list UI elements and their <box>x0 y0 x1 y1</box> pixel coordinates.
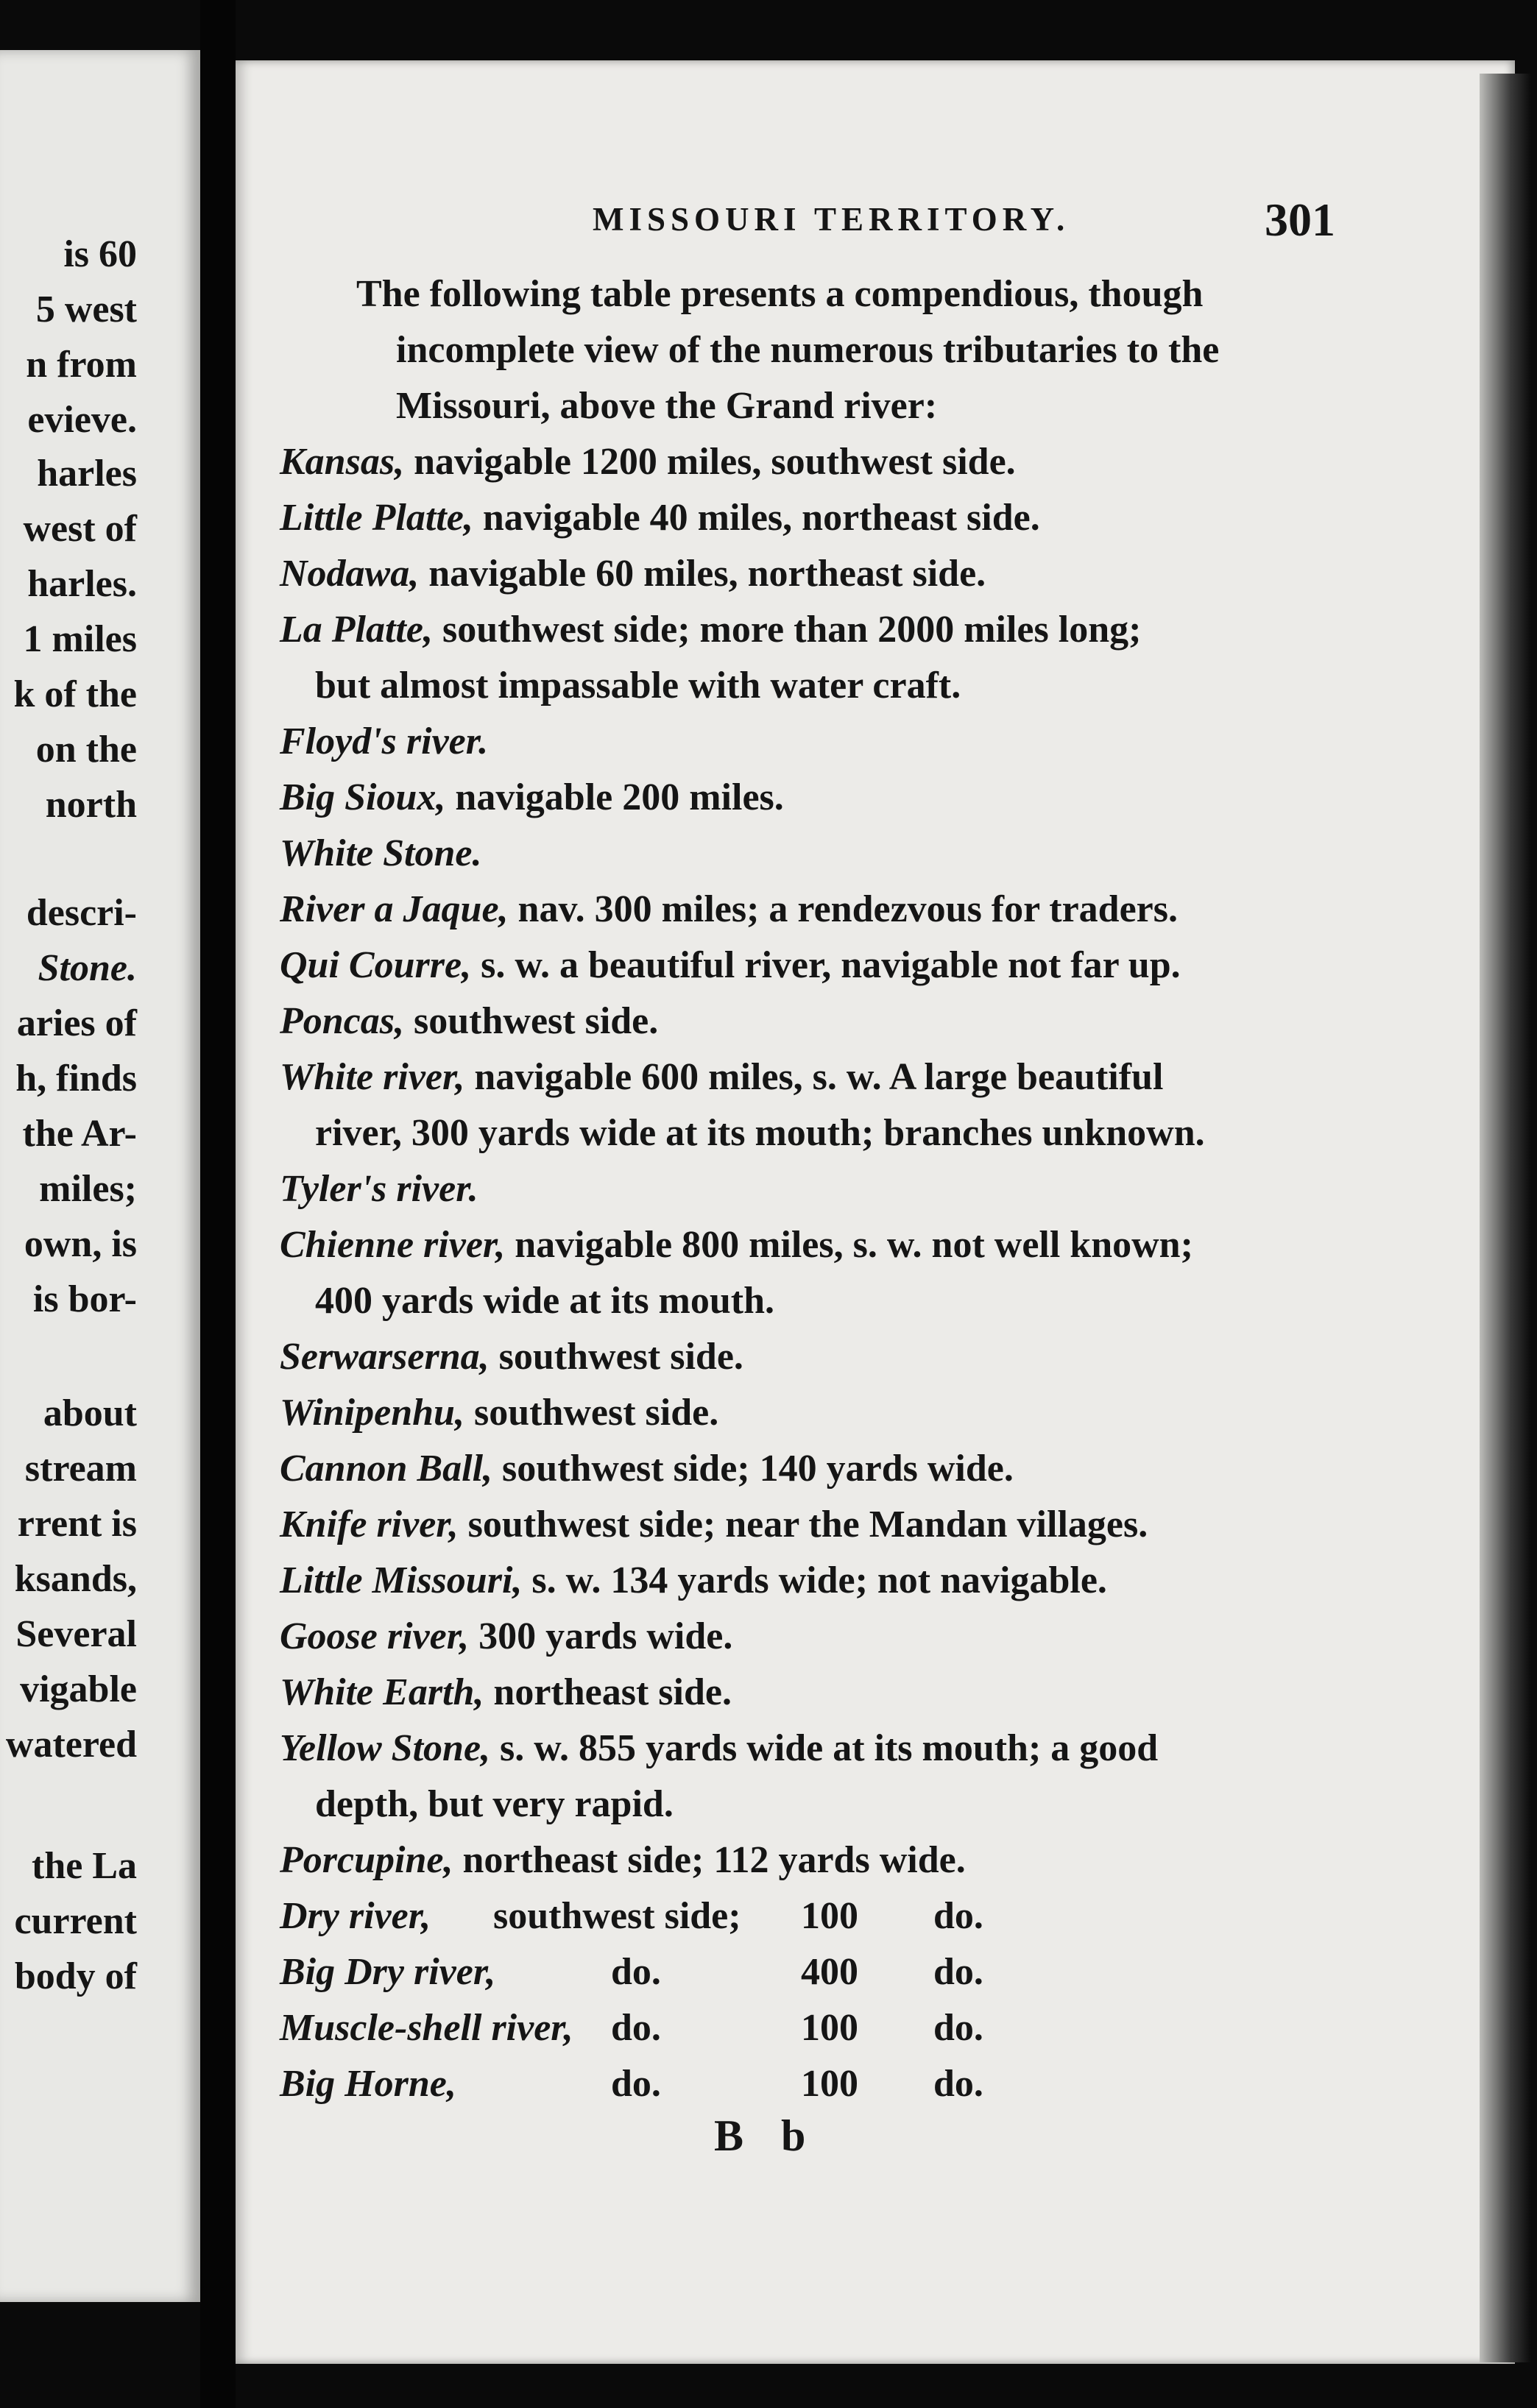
tributary-entry <box>280 1441 1369 1497</box>
river-description: s. w. a beautiful river, navigable not far up. <box>471 944 1181 986</box>
river-name: Little Missouri, <box>280 1559 523 1601</box>
table-row <box>280 1888 1369 1944</box>
river-name: White Earth, <box>280 1671 484 1713</box>
left-page-line: watered <box>5 1724 137 1766</box>
tributary-entry <box>280 1553 1369 1609</box>
river-description: northeast side; 112 yards wide. <box>453 1839 966 1881</box>
page-number: 301 <box>1265 194 1335 246</box>
left-page-line: evieve. <box>27 399 137 441</box>
tributary-entry <box>280 602 1369 658</box>
table-cell-name: Big Dry river, <box>280 1951 496 1993</box>
river-name: Goose river, <box>280 1615 470 1657</box>
table-cell-name: Dry river, <box>280 1895 431 1937</box>
intro-line: Missouri, above the Grand river: <box>396 385 938 427</box>
river-name: Qui Courre, <box>280 944 472 986</box>
river-name: Kansas, <box>280 441 405 483</box>
river-description: southwest side. <box>464 1392 719 1434</box>
river-name: Porcupine, <box>280 1839 453 1881</box>
river-description: 400 yards wide at its mouth. <box>315 1280 775 1322</box>
tributary-entry <box>280 1497 1369 1553</box>
book-gutter <box>200 0 236 2408</box>
table-cell-yards: 100 <box>801 1895 858 1937</box>
tributaries-text <box>280 266 1369 2112</box>
river-description: depth, but very rapid. <box>315 1783 674 1825</box>
tributary-table <box>280 1888 1369 2112</box>
left-page-line: rrent is <box>17 1503 137 1545</box>
left-page-line: k of the <box>13 673 137 715</box>
tributary-entry <box>280 994 1369 1049</box>
tributary-entry <box>280 546 1369 602</box>
tributary-entry <box>280 1385 1369 1441</box>
river-name: White river, <box>280 1056 465 1098</box>
left-page-line: descri- <box>26 892 137 934</box>
tributary-entry <box>280 714 1369 770</box>
tributary-entry <box>280 1609 1369 1665</box>
left-page-line: about <box>43 1392 137 1434</box>
river-name: Winipenhu, <box>280 1392 464 1434</box>
table-cell-side: do. <box>611 2007 661 2049</box>
tributary-entry <box>280 1161 1369 1217</box>
left-page-line: own, is <box>24 1223 137 1265</box>
table-cell-side: do. <box>611 1951 661 1993</box>
tributary-entry <box>280 1832 1369 1888</box>
tributary-entry <box>280 826 1369 882</box>
river-name: Knife river, <box>280 1504 459 1545</box>
river-name: Little Platte, <box>280 497 473 539</box>
river-name: Floyd's river. <box>280 720 489 762</box>
table-cell-name: Big Horne, <box>280 2063 456 2105</box>
left-page-line: is 60 <box>63 233 137 275</box>
left-page-line: Stone. <box>38 947 137 989</box>
river-name: La Platte, <box>280 609 433 651</box>
table-row <box>280 2000 1369 2056</box>
river-name: Serwarserna, <box>280 1336 490 1378</box>
tributary-list <box>280 434 1369 1888</box>
left-page-line: the La <box>32 1845 137 1887</box>
river-description: navigable 1200 miles, southwest side. <box>404 441 1016 483</box>
left-page-line: stream <box>24 1448 137 1490</box>
table-cell-yards: 100 <box>801 2007 858 2049</box>
intro-line: The following table presents a compendious, though <box>356 273 1204 315</box>
tributary-entry <box>280 658 1369 714</box>
left-page-line: n from <box>26 344 137 386</box>
tributary-entry <box>280 1273 1369 1329</box>
river-description: northeast side. <box>484 1671 732 1713</box>
river-description: southwest side. <box>489 1336 743 1378</box>
tributary-entry <box>280 1329 1369 1385</box>
river-description: navigable 800 miles, s. w. not well known; <box>505 1224 1193 1266</box>
table-row <box>280 1944 1369 2000</box>
river-name: River a Jaque, <box>280 888 509 930</box>
table-row <box>280 2056 1369 2112</box>
left-page-line: west of <box>23 508 137 550</box>
left-page-line: ksands, <box>14 1558 137 1600</box>
left-page-line: harles. <box>27 563 137 605</box>
left-page-line: the Ar- <box>22 1113 137 1155</box>
river-name: Big Sioux, <box>280 776 446 818</box>
tributary-entry <box>280 1217 1369 1273</box>
left-page-line: miles; <box>39 1168 137 1210</box>
river-name: Poncas, <box>280 1000 404 1042</box>
table-cell-unit: do. <box>933 2007 983 2049</box>
tributary-entry <box>280 938 1369 994</box>
table-cell-name: Muscle-shell river, <box>280 2007 573 2049</box>
river-name: Nodawa, <box>280 553 420 595</box>
left-page-line: is bor- <box>32 1278 137 1320</box>
running-head: MISSOURI TERRITORY. <box>593 201 1070 238</box>
previous-page-fragment <box>0 50 200 2302</box>
left-page-line: vigable <box>20 1668 137 1710</box>
table-cell-unit: do. <box>933 1951 983 1993</box>
river-description: navigable 200 miles. <box>445 776 784 818</box>
left-page-line: current <box>14 1900 137 1942</box>
tributary-entry <box>280 1721 1369 1777</box>
river-description: navigable 60 miles, northeast side. <box>419 553 986 595</box>
river-name: Chienne river, <box>280 1224 506 1266</box>
river-description: navigable 40 miles, northeast side. <box>473 497 1040 539</box>
table-cell-unit: do. <box>933 1895 983 1937</box>
page-edge-shadow <box>1480 74 1531 2362</box>
river-description: southwest side. <box>404 1000 659 1042</box>
left-page-line: aries of <box>16 1002 137 1044</box>
river-description: nav. 300 miles; a rendezvous for traders. <box>508 888 1178 930</box>
table-cell-unit: do. <box>933 2063 983 2105</box>
river-name: Cannon Ball, <box>280 1448 493 1490</box>
left-page-line: 1 miles <box>23 618 137 660</box>
river-name: Yellow Stone, <box>280 1727 491 1769</box>
table-cell-side: do. <box>611 2063 661 2105</box>
left-page-line: body of <box>14 1955 137 1997</box>
tributary-entry <box>280 490 1369 546</box>
intro-line: incomplete view of the numerous tributaries to the <box>396 329 1220 371</box>
river-description: s. w. 134 yards wide; not navigable. <box>522 1559 1107 1601</box>
table-cell-side: southwest side; <box>493 1895 741 1937</box>
river-name: Tyler's river. <box>280 1168 478 1210</box>
table-cell-yards: 100 <box>801 2063 858 2105</box>
river-name: White Stone. <box>280 832 482 874</box>
river-description: navigable 600 miles, s. w. A large beautiful <box>464 1056 1164 1098</box>
river-description: river, 300 yards wide at its mouth; branches unknown. <box>315 1112 1205 1154</box>
river-description: but almost impassable with water craft. <box>315 665 961 707</box>
river-description: southwest side; more than 2000 miles long; <box>432 609 1142 651</box>
tributary-entry <box>280 882 1369 938</box>
signature-mark: B b <box>714 2111 819 2160</box>
tributary-entry <box>280 434 1369 490</box>
tributary-entry <box>280 1665 1369 1721</box>
river-description: 300 yards wide. <box>469 1615 733 1657</box>
left-page-line: 5 west <box>35 288 137 330</box>
tributary-entry <box>280 770 1369 826</box>
left-page-line: Several <box>15 1613 137 1655</box>
table-cell-yards: 400 <box>801 1951 858 1993</box>
left-page-line: h, finds <box>15 1058 137 1099</box>
tributary-entry <box>280 1105 1369 1161</box>
left-page-line: on the <box>35 729 137 771</box>
river-description: southwest side; 140 yards wide. <box>492 1448 1014 1490</box>
tributary-entry <box>280 1049 1369 1105</box>
left-page-line: north <box>45 784 137 826</box>
left-page-line: harles <box>37 453 137 495</box>
river-description: southwest side; near the Mandan villages. <box>458 1504 1148 1545</box>
tributary-entry <box>280 1777 1369 1832</box>
river-description: s. w. 855 yards wide at its mouth; a good <box>490 1727 1159 1769</box>
